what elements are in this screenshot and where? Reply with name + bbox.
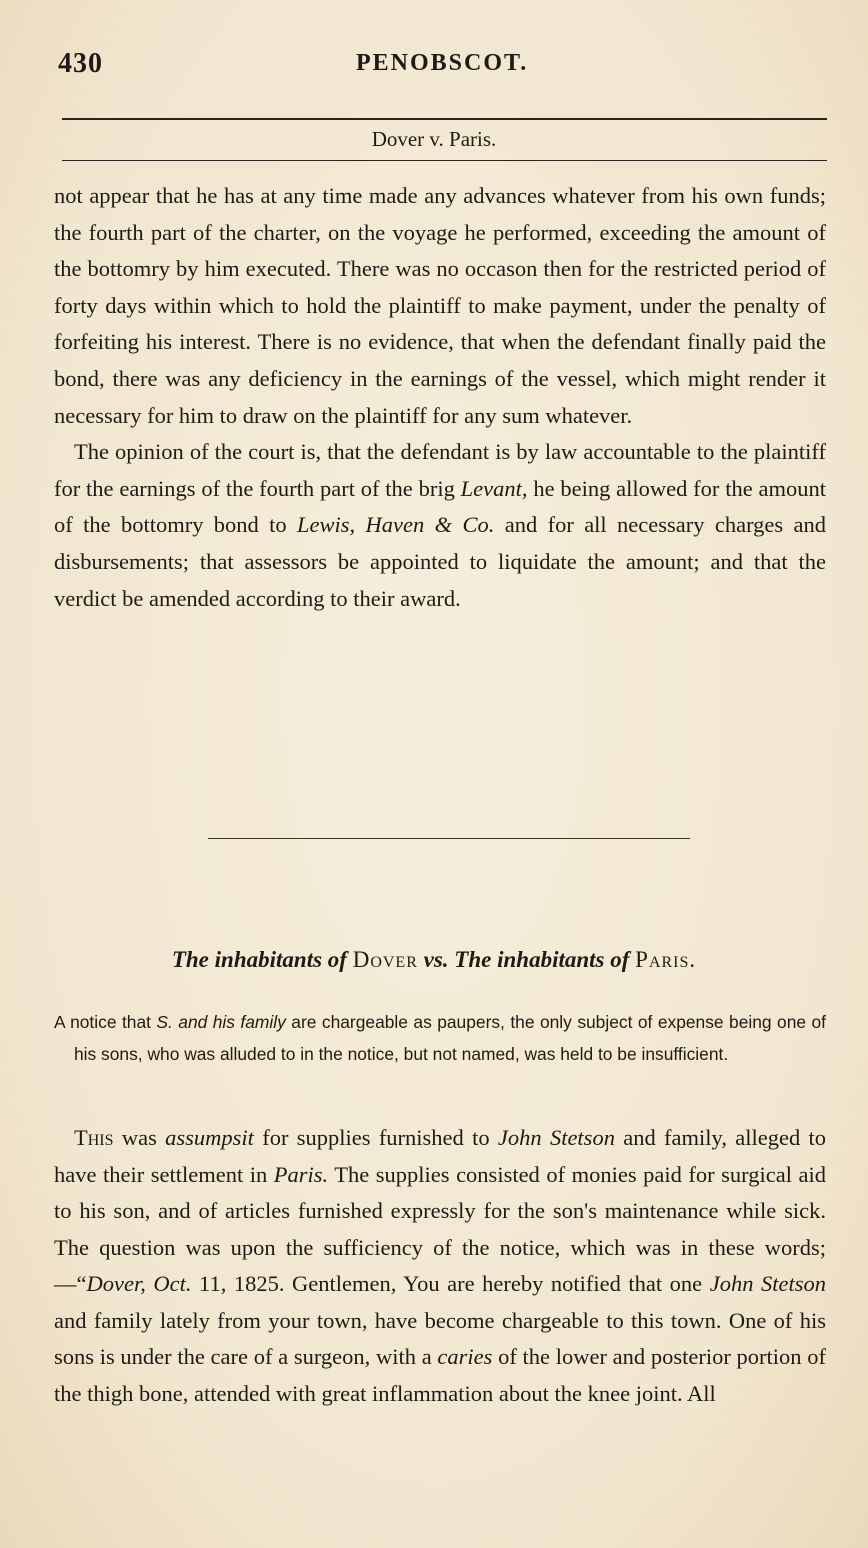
- header-rule-top: [62, 118, 827, 120]
- case-caption: Dover v. Paris.: [371, 127, 497, 151]
- opinion-holding-paragraph: The opinion of the court is, that the defendant is by law accountable to the plaintiff for the earnings of the fourth part of the brig Levant, he being allowed for the amount of the bottomry bond to Lewis, Haven & Co. and for all necessary charges and disbursements; that assessors be appointed to liquidate the amount; and that the verdict be amended according to their award.: [54, 439, 827, 611]
- headnote: A notice that S. and his family are chargeable as paupers, the only subject of expense being one of his sons, who was alluded to in the notice, but not named, was held to be insufficient.: [54, 1012, 826, 1064]
- opinion-paragraph: not appear that he has at any time made any advances whatever from his own funds; the fourth part of the charter, on the voyage he performed, exceeding the amount of the bottomry by him executed. There was no occason then for the restricted period of forty days within which to hold the plaintiff to make payment, under the penalty of forfeiting his interest. There is no evidence, that when the defendant finally paid the bond, there was any deficiency in the earnings of the vessel, which might render it necessary for him to draw on the plaintiff for any sum whatever.: [54, 183, 826, 428]
- case-statement: This was assumpsit for supplies furnished to John Stetson and family, alleged to have their settlement in Paris. The supplies consisted of monies paid for surgical aid to his son, and of articles furnished expressly for the son's maintenance while sick. The question was upon the sufficiency of the notice, which was in these words;—“Dover, Oct. 11, 1825. Gentlemen, You are hereby notified that one John Stetson and family lately from your town, have become chargeable to this town. One of his sons is under the care of a surgeon, with a caries of the lower and posterior portion of the thigh bone, attended with great inflammation about the knee joint. All: [54, 1125, 827, 1406]
- page-number: 430: [58, 48, 103, 79]
- case-title: The inhabitants of Dover vs. The inhabitants of Paris.: [171, 947, 697, 972]
- vessel-name: Levant,: [460, 475, 528, 501]
- opinion-conclusion: [54, 178, 826, 617]
- running-title: PENOBSCOT.: [356, 50, 529, 76]
- creditor-name: Lewis, Haven & Co.: [297, 512, 495, 538]
- header-rule-bottom: [62, 160, 827, 161]
- running-head: [58, 48, 822, 84]
- case-divider: [208, 838, 690, 839]
